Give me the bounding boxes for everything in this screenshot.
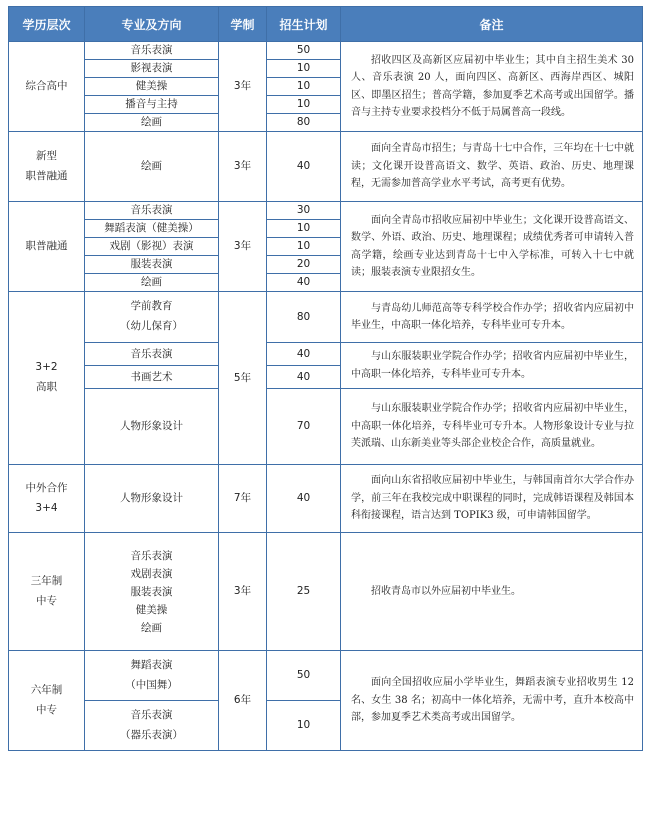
table-row: [9, 465, 643, 533]
plan-cell: 25: [267, 533, 341, 651]
note-cell: 面向全青岛市招生；与青岛十七中合作，三年均在十七中就读；文化课开设普高语文、数学、英语、政治、历史、地理课程，无需参加普高学业水平考试，高考更有优势。: [341, 132, 643, 202]
duration-cell: 3年: [219, 533, 267, 651]
major-line: 音乐表演: [130, 708, 173, 721]
level-cell: [9, 651, 85, 751]
major-cell: 戏剧（影视）表演: [85, 238, 219, 256]
plan-cell: 50: [267, 42, 341, 60]
level-line: 三年制: [30, 574, 63, 587]
level-line: 3+4: [35, 501, 58, 514]
table-row: [9, 292, 643, 343]
major-cell: [85, 651, 219, 701]
plan-cell: 40: [267, 274, 341, 292]
level-line: 高职: [36, 381, 57, 393]
table-header-row: [9, 7, 643, 42]
major-line: 舞蹈表演: [130, 658, 173, 671]
major-cell: 播音与主持: [85, 96, 219, 114]
major-cell: 影视表演: [85, 60, 219, 78]
major-cell: 绘画: [85, 114, 219, 132]
table-row: [9, 389, 643, 465]
plan-cell: 10: [267, 701, 341, 751]
major-line: （幼儿保育）: [120, 320, 183, 332]
duration-cell: 3年: [219, 42, 267, 132]
level-line: 中专: [36, 594, 57, 607]
major-cell: 音乐表演: [85, 42, 219, 60]
major-line: 健美操: [135, 603, 168, 616]
duration-cell: 6年: [219, 651, 267, 751]
table-row: [9, 343, 643, 366]
note-cell: 与山东服装职业学院合作办学；招收省内应届初中毕业生，中高职一体化培养，专科毕业可专升本。人物形象设计专业与拉芙派瑞、山东新美业等头部企业校企合作，高质量就业。: [341, 389, 643, 465]
level-line: 职普融通: [25, 169, 68, 182]
plan-cell: 70: [267, 389, 341, 465]
note-cell: 招收四区及高新区应届初中毕业生；其中自主招生美术 30 人、音乐表演 20 人，面向四区、高新区、西海岸西区、城阳区、即墨区招生；普高学籍，参加夏季艺术高考或出国留学。播音与主持专业要求投档分不低于局属普高一段线。: [341, 42, 643, 132]
major-cell: 音乐表演: [85, 343, 219, 366]
major-line: 绘画: [141, 621, 162, 634]
header-plan: 招生计划: [267, 7, 341, 42]
plan-cell: 80: [267, 114, 341, 132]
note-cell: 与山东服装职业学院合作办学；招收省内应届初中毕业生，中高职一体化培养，专科毕业可专升本。: [341, 343, 643, 389]
table-row: [9, 42, 643, 60]
duration-cell: 7年: [219, 465, 267, 533]
major-cell: 绘画: [85, 132, 219, 202]
enrollment-table: [8, 6, 643, 751]
header-level: 学历层次: [9, 7, 85, 42]
plan-cell: 50: [267, 651, 341, 701]
plan-cell: 40: [267, 343, 341, 366]
level-cell: [9, 132, 85, 202]
level-cell: 综合高中: [9, 42, 85, 132]
plan-cell: 10: [267, 60, 341, 78]
plan-cell: 40: [267, 465, 341, 533]
major-list-cell: [85, 533, 219, 651]
plan-cell: 80: [267, 292, 341, 343]
header-note: 备注: [341, 7, 643, 42]
note-cell: 招收青岛市以外应届初中毕业生。: [341, 533, 643, 651]
plan-cell: 10: [267, 78, 341, 96]
major-cell: 绘画: [85, 274, 219, 292]
level-cell: [9, 533, 85, 651]
duration-cell: 5年: [219, 292, 267, 465]
note-cell: 面向全国招收应届小学毕业生，舞蹈表演专业招收男生 12 名、女生 38 名；初高中一体化培养，无需中考，直升本校高中部，参加夏季艺术类高考或出国留学。: [341, 651, 643, 751]
major-cell: [85, 701, 219, 751]
major-line: 戏剧表演: [130, 567, 173, 580]
plan-cell: 10: [267, 238, 341, 256]
major-cell: 人物形象设计: [85, 465, 219, 533]
plan-cell: 30: [267, 202, 341, 220]
plan-cell: 20: [267, 256, 341, 274]
major-cell: 音乐表演: [85, 202, 219, 220]
major-cell: 书画艺术: [85, 366, 219, 389]
major-line: （中国舞）: [125, 678, 178, 691]
major-cell: 服装表演: [85, 256, 219, 274]
level-line: 中专: [36, 703, 57, 716]
level-cell: [9, 465, 85, 533]
major-line: 学前教育: [130, 300, 173, 313]
major-line: （器乐表演）: [120, 728, 183, 741]
note-cell: 面向山东省招收应届初中毕业生，与韩国南首尔大学合作办学，前三年在我校完成中职课程的同时，完成韩语课程及韩国本科衔接课程，语言达到 TOPIK3 级，可申请韩国留学。: [341, 465, 643, 533]
major-line: 音乐表演: [130, 549, 173, 562]
major-cell: 健美操: [85, 78, 219, 96]
table-row: [9, 651, 643, 701]
level-line: 3+2: [35, 361, 58, 374]
level-cell: [9, 292, 85, 465]
plan-cell: 40: [267, 132, 341, 202]
major-cell: 舞蹈表演（健美操）: [85, 220, 219, 238]
level-line: 中外合作: [25, 481, 68, 494]
duration-cell: 3年: [219, 202, 267, 292]
header-duration: 学制: [219, 7, 267, 42]
duration-cell: 3年: [219, 132, 267, 202]
plan-cell: 10: [267, 220, 341, 238]
table-row: [9, 202, 643, 220]
table-row: [9, 533, 643, 651]
table-row: [9, 132, 643, 202]
major-line: 服装表演: [130, 585, 173, 598]
plan-cell: 10: [267, 96, 341, 114]
major-cell: 人物形象设计: [85, 389, 219, 465]
level-line: 新型: [36, 149, 57, 162]
header-major: 专业及方向: [85, 7, 219, 42]
plan-cell: 40: [267, 366, 341, 389]
level-line: 六年制: [30, 683, 63, 696]
level-cell: 职普融通: [9, 202, 85, 292]
major-cell: [85, 292, 219, 343]
note-cell: 面向全青岛市招收应届初中毕业生；文化课开设普高语文、数学、外语、政治、历史、地理课程；成绩优秀者可申请转入普高学籍，绘画专业达到青岛十七中入学标准，可转入十七中就读；服装表演专业限招女生。: [341, 202, 643, 292]
note-cell: 与青岛幼儿师范高等专科学校合作办学；招收省内应届初中毕业生，中高职一体化培养，专科毕业可专升本。: [341, 292, 643, 343]
